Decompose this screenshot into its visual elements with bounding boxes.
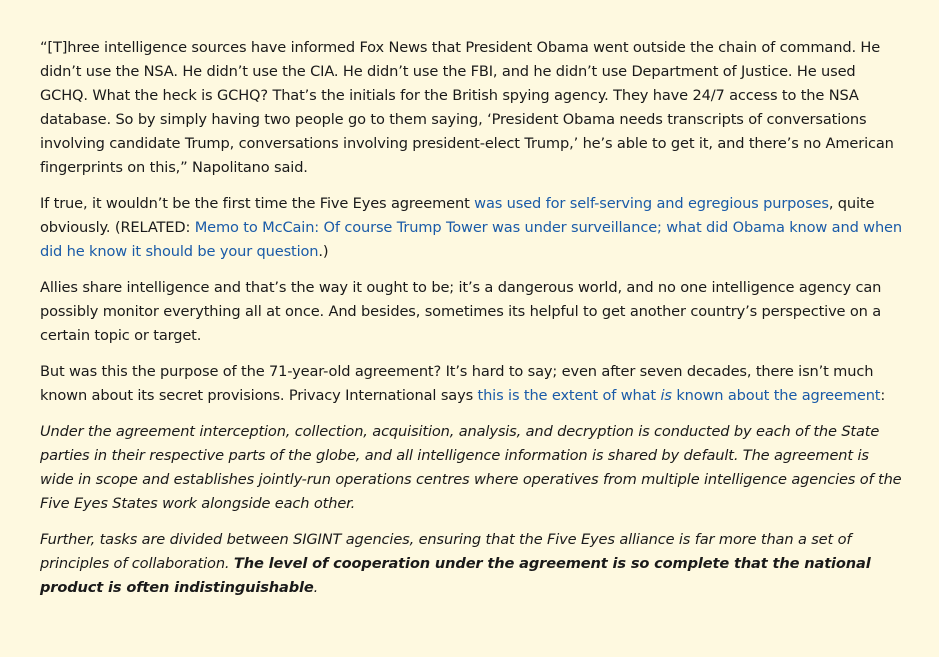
self-serving-purposes-link[interactable]: was used for self-serving and egregious purposes [474,195,829,212]
link-text: known about the agreement [671,387,881,404]
napolitano-quote-paragraph: “[T]hree intelligence sources have informed Fox News that President Obama went outside the chain of command. He didn’t use the NSA. He didn’t use the CIA. He didn’t use the FBI, and he didn’t use Department of Justice. He used GCHQ. What the heck is GCHQ? That’s the initials for the British spying agency. They have 24/7 access to the NSA database. So by simply having two people go to them saying, ‘President Obama needs transcripts of conversations involving candidate Trump, conversations involving president-elect Trump,’ he’s able to get it, and there’s no American fingerprints on this,” Napolitano said. [40,39,894,176]
text-span: . [313,579,319,596]
memo-to-mccain-link[interactable]: Memo to McCain: Of course Trump Tower was under surveillance; what did Obama know and when did he know it should be your question [40,219,902,260]
agreement-blockquote-1: Under the agreement interception, collection, acquisition, analysis, and decryption is conducted by each of the State parties in their respective parts of the globe, and all intelligence information is shared by default. The agreement is wide in scope and establishes jointly-run operations centres where operatives from multiple intelligence agencies of the Five Eyes States work alongside each other. [40,423,902,512]
text-span: But was this the purpose of the 71-year-old agreement? It’s hard to say; even after seven decades, there isn’t much known about its secret provisions. Privacy International says [40,363,874,404]
allies-paragraph: Allies share intelligence and that’s the way it ought to be; it’s a dangerous world, and no one intelligence agency can possibly monitor everything all at once. And besides, sometimes its helpful to get another country’s perspective on a certain topic or target. [40,279,882,344]
text-span: Further, tasks are divided between SIGINT agencies, ensuring that the Five Eyes alliance is far more than a set of principles of collaboration. [40,531,852,572]
link-text: this is the extent of what [477,387,661,404]
text-span: : [880,387,886,404]
five-eyes-paragraph [40,192,905,264]
agreement-blockquote-2 [40,528,905,600]
text-span: , quite obviously. (RELATED: [40,195,875,236]
text-span: If true, it wouldn’t be the first time the Five Eyes agreement [40,195,475,212]
text-span: .) [318,243,329,260]
bold-emphasis: The level of cooperation under the agreement is so complete that the national product is often indistinguishable [40,555,871,596]
purpose-paragraph [40,360,905,408]
article-body [40,36,905,612]
privacy-international-link[interactable] [478,387,881,404]
link-emphasis: is [660,387,672,404]
